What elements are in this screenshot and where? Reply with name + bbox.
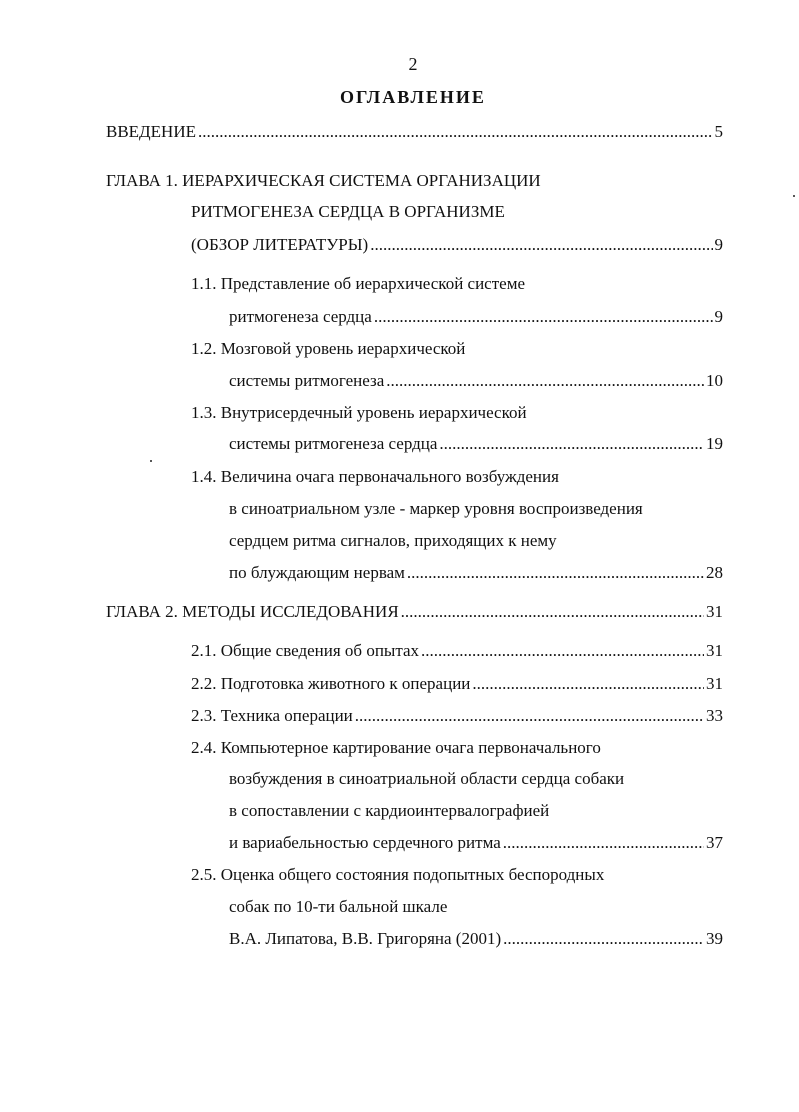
toc-entry-label: В.А. Липатова, В.В. Григоряна (2001) bbox=[229, 929, 502, 948]
toc-entry-label: 2.2. Подготовка животного к операции bbox=[191, 674, 471, 693]
scan-speck bbox=[150, 460, 152, 462]
toc-entry-chapter2[interactable] bbox=[106, 601, 723, 623]
toc-page-number: 31 bbox=[706, 674, 723, 693]
toc-entry-section-2-2[interactable] bbox=[191, 673, 723, 695]
toc-entry-section-2-1[interactable] bbox=[191, 640, 723, 662]
dot-leader bbox=[401, 601, 704, 623]
toc-entry-chapter1[interactable] bbox=[191, 234, 723, 256]
toc-page-number: 5 bbox=[714, 122, 723, 141]
toc-entry-label: ритмогенеза сердца bbox=[229, 307, 372, 326]
toc-section-1-4-line2: в синоатриальном узле - маркер уровня воспроизведения bbox=[229, 499, 643, 518]
toc-section-1-2-line1: 1.2. Мозговой уровень иерархической bbox=[191, 339, 466, 358]
toc-entry-label: ГЛАВА 2. МЕТОДЫ ИССЛЕДОВАНИЯ bbox=[106, 602, 399, 621]
toc-page-number: 37 bbox=[706, 833, 723, 852]
dot-leader bbox=[439, 433, 704, 455]
toc-entry-intro[interactable] bbox=[106, 121, 723, 143]
toc-page-number: 10 bbox=[706, 371, 723, 390]
dot-leader bbox=[407, 562, 704, 584]
dot-leader bbox=[503, 928, 704, 950]
toc-entry-section-2-4[interactable] bbox=[229, 832, 723, 854]
dot-leader bbox=[370, 234, 712, 256]
toc-section-1-1-line1: 1.1. Представление об иерархической системе bbox=[191, 274, 526, 293]
toc-entry-label: по блуждающим нервам bbox=[229, 563, 405, 582]
toc-page-number: 9 bbox=[714, 307, 723, 326]
dot-leader bbox=[374, 306, 713, 328]
toc-entry-section-2-5[interactable] bbox=[229, 928, 723, 950]
toc-chapter1-line2: РИТМОГЕНЕЗА СЕРДЦА В ОРГАНИЗМЕ bbox=[191, 202, 505, 221]
toc-section-1-4-line3: сердцем ритма сигналов, приходящих к нему bbox=[229, 531, 557, 550]
toc-chapter1-line1: ГЛАВА 1. ИЕРАРХИЧЕСКАЯ СИСТЕМА ОРГАНИЗАЦИИ bbox=[106, 171, 541, 190]
scan-speck bbox=[793, 195, 795, 197]
toc-entry-section-1-2[interactable] bbox=[229, 370, 723, 392]
toc-section-2-4-line1: 2.4. Компьютерное картирование очага первоначального bbox=[191, 738, 601, 757]
toc-entry-section-1-4[interactable] bbox=[229, 562, 723, 584]
toc-section-1-3-line1: 1.3. Внутрисердечный уровень иерархической bbox=[191, 403, 527, 422]
toc-page-number: 31 bbox=[706, 602, 723, 621]
toc-entry-label: (ОБЗОР ЛИТЕРАТУРЫ) bbox=[191, 235, 369, 254]
dot-leader bbox=[198, 121, 713, 143]
toc-page-number: 39 bbox=[706, 929, 723, 948]
dot-leader bbox=[503, 832, 704, 854]
toc-section-2-4-line2: возбуждения в синоатриальной области сердца собаки bbox=[229, 769, 625, 788]
toc-section-1-4-line1: 1.4. Величина очага первоначального возбуждения bbox=[191, 467, 559, 486]
dot-leader bbox=[472, 673, 704, 695]
page-number: 2 bbox=[408, 54, 418, 74]
toc-page-number: 19 bbox=[706, 434, 723, 453]
toc-entry-section-1-3[interactable] bbox=[229, 433, 723, 455]
toc-entry-section-1-1[interactable] bbox=[229, 306, 723, 328]
toc-page-number: 33 bbox=[706, 706, 723, 725]
toc-entry-section-2-3[interactable] bbox=[191, 705, 723, 727]
toc-entry-label: и вариабельностью сердечного ритма bbox=[229, 833, 501, 852]
toc-entry-label: системы ритмогенеза bbox=[229, 371, 385, 390]
toc-section-2-5-line1: 2.5. Оценка общего состояния подопытных беспородных bbox=[191, 865, 605, 884]
dot-leader bbox=[386, 370, 704, 392]
toc-page-number: 28 bbox=[706, 563, 723, 582]
toc-section-2-5-line2: собак по 10-ти бальной шкале bbox=[229, 897, 448, 916]
toc-entry-label: 2.1. Общие сведения об опытах bbox=[191, 641, 420, 660]
toc-section-2-4-line3: в сопоставлении с кардиоинтервалографией bbox=[229, 801, 550, 820]
toc-entry-label: системы ритмогенеза сердца bbox=[229, 434, 438, 453]
dot-leader bbox=[421, 640, 704, 662]
dot-leader bbox=[355, 705, 704, 727]
toc-page-number: 9 bbox=[714, 235, 723, 254]
toc-entry-label: 2.3. Техника операции bbox=[191, 706, 353, 725]
page-title: ОГЛАВЛЕНИЕ bbox=[340, 87, 486, 107]
toc-entry-label: ВВЕДЕНИЕ bbox=[106, 122, 196, 141]
toc-page-number: 31 bbox=[706, 641, 723, 660]
